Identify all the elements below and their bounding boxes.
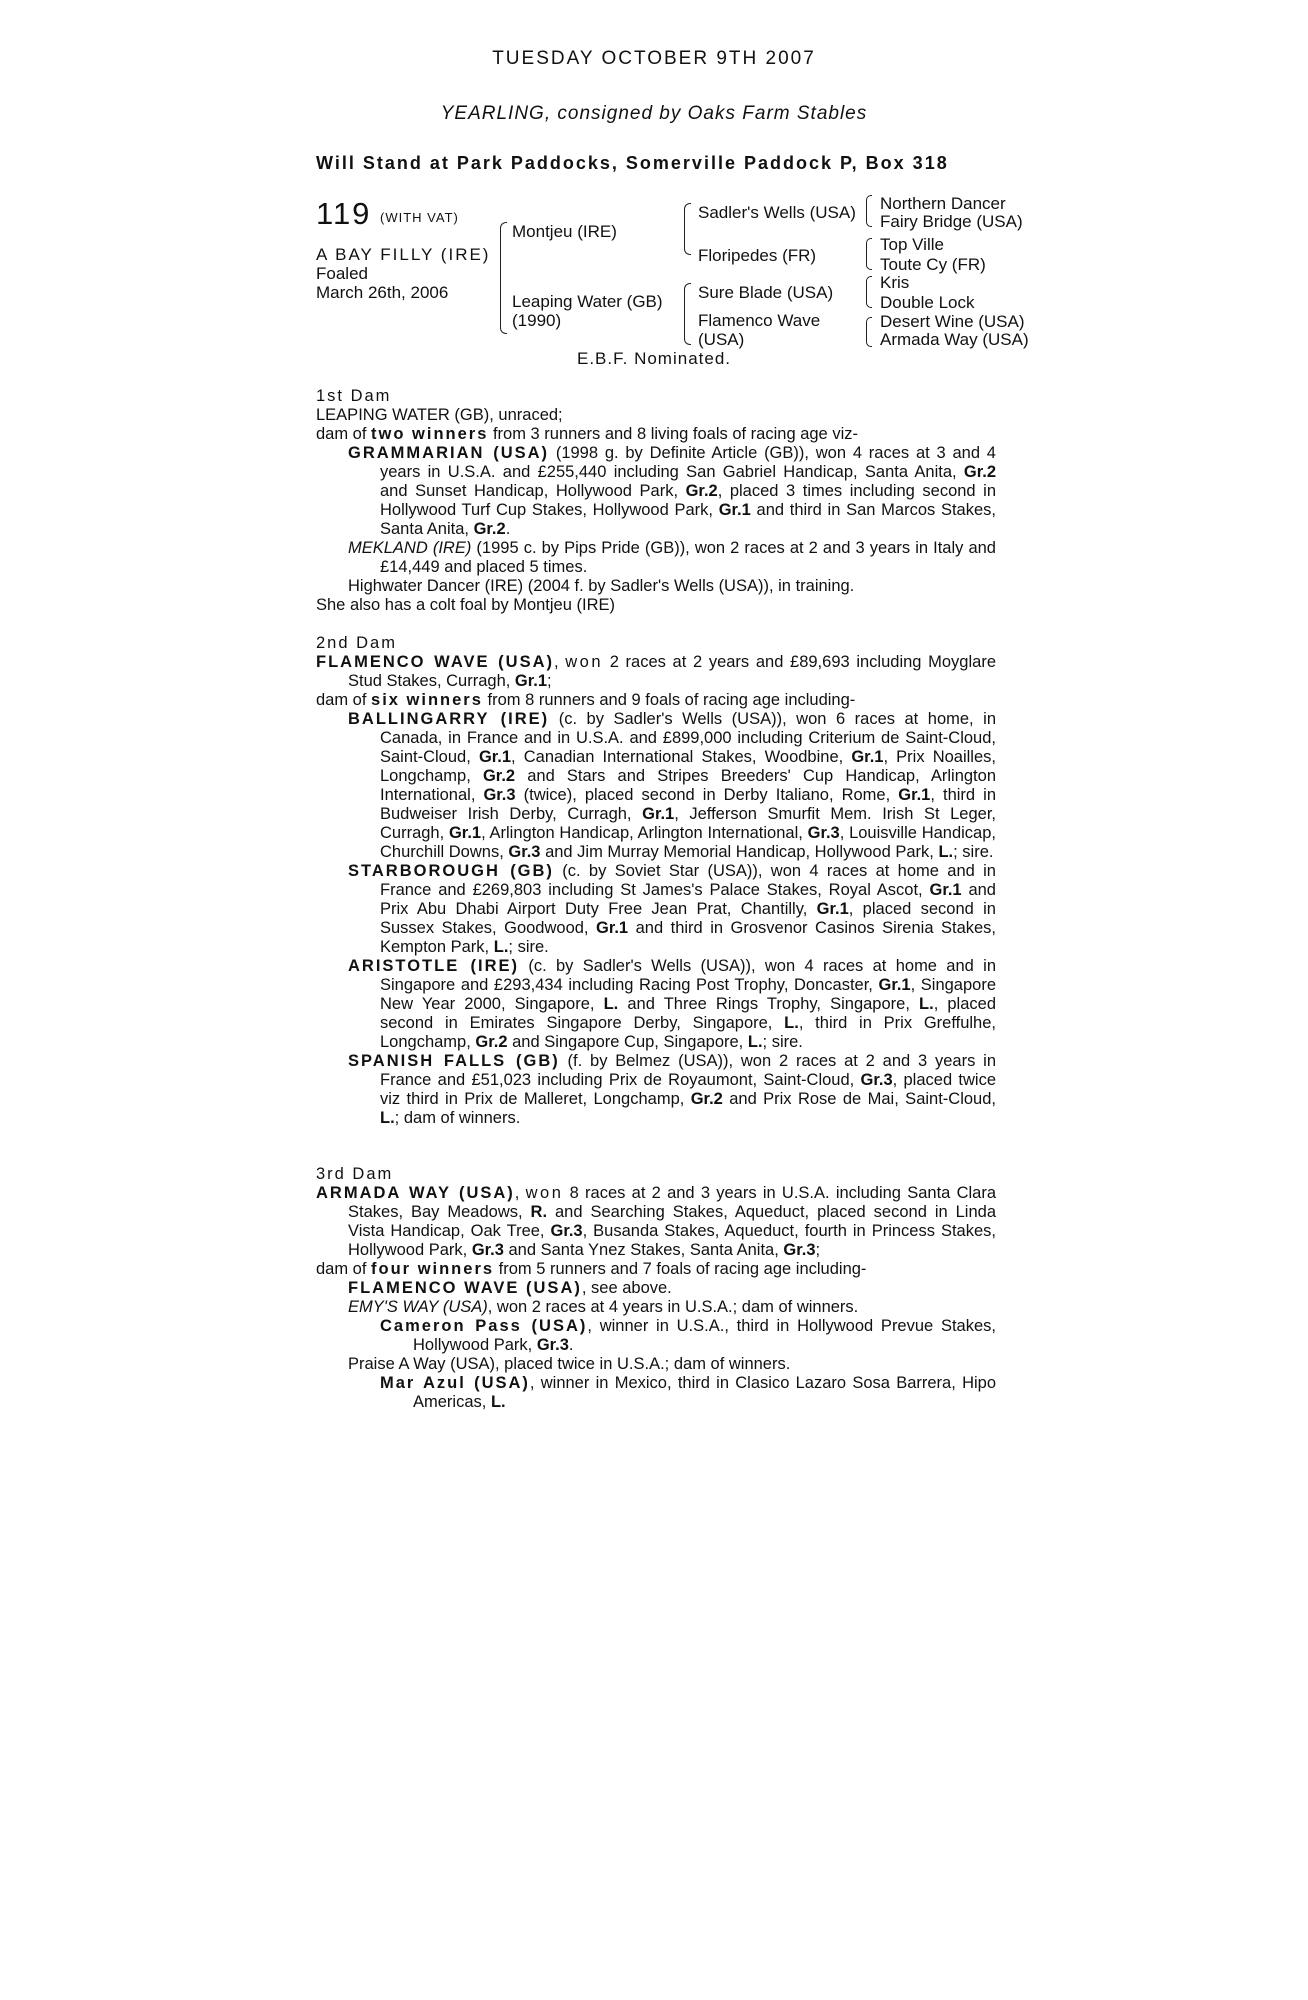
grade: Gr.1 [929, 881, 962, 899]
produce-name: Cameron Pass (USA) [380, 1317, 588, 1335]
produce-text: . [568, 1336, 574, 1354]
summary-text: from 3 runners and 8 living foals of racing age viz- [488, 425, 858, 443]
produce-text: (c. by Sadler's Wells (USA)), won 4 races at home and in Singapore and £293,434 including Racing Post Trophy, Doncaster, [380, 957, 997, 994]
summary-text: dam of [316, 691, 372, 709]
pedigree-dds: Desert Wine (USA) [880, 312, 1025, 331]
foaled-label: Foaled [316, 264, 368, 283]
produce-text: , Arlington Handicap, Arlington International, [481, 824, 808, 842]
produce-text: ; dam of winners. [394, 1109, 521, 1127]
grade: Gr.1 [478, 748, 512, 766]
grade: Gr.2 [475, 1033, 508, 1051]
intro-text: and Santa Ynez Stakes, Santa Anita, [503, 1241, 784, 1259]
grade: Gr.2 [473, 520, 506, 538]
second-dam-summary [316, 691, 996, 710]
grade: Gr.1 [514, 672, 548, 690]
produce-text: and Three Rings Trophy, Singapore, [618, 995, 920, 1013]
summary-text: dam of [316, 425, 372, 443]
grade: Gr.3 [536, 1336, 569, 1354]
grade: Gr.1 [816, 900, 849, 918]
produce-text: and Sunset Handicap, Hollywood Park, [380, 482, 686, 500]
produce-name: STARBOROUGH (GB) [348, 862, 554, 880]
produce-text: ; sire. [953, 843, 994, 861]
produce-name: MEKLAND (IRE) [348, 539, 472, 557]
produce-name: SPANISH FALLS (GB) [348, 1052, 560, 1070]
grade: Gr.2 [482, 767, 516, 785]
brace-dd [866, 317, 872, 347]
first-dam-intro: LEAPING WATER (GB), unraced; [316, 406, 563, 424]
grade: Gr.1 [878, 976, 911, 994]
grade: Gr.1 [851, 748, 884, 766]
colt-foal-note: She also has a colt foal by Montjeu (IRE) [316, 596, 615, 614]
produce-name: FLAMENCO WAVE (USA) [348, 1279, 582, 1297]
consignment-line: YEARLING, consigned by Oaks Farm Stables [440, 103, 868, 124]
listed: L. [938, 843, 954, 861]
brace-sire [684, 203, 691, 255]
dam-name: ARMADA WAY (USA) [316, 1184, 515, 1202]
produce-text: , Jefferson Smurfit Mem. Irish St Leger, Curragh, [380, 805, 996, 842]
produce-text: , placed 3 times including second in Hollywood Turf Cup Stakes, Hollywood Park, [380, 482, 996, 519]
third-dam-summary [316, 1260, 996, 1279]
produce-text: ; sire. [508, 938, 549, 956]
intro-text: ; [547, 672, 552, 690]
listed: L. [380, 1109, 395, 1127]
winners-count: four winners [371, 1260, 495, 1278]
winners-count: six winners [371, 691, 483, 709]
pedigree-sds: Top Ville [880, 235, 944, 254]
vat-note: (WITH VAT) [380, 210, 459, 225]
produce-text: , winner in U.S.A., third in Hollywood Prevue Stakes, Hollywood Park, [413, 1317, 996, 1354]
pedigree-dd: Flamenco Wave [698, 311, 821, 330]
grade: Gr.2 [685, 482, 718, 500]
produce-text: , winner in Mexico, third in Clasico Lazaro Sosa Barrera, Hipo Americas, [413, 1374, 996, 1411]
pedigree-dsd: Double Lock [880, 293, 975, 312]
produce-text: , Singapore New Year 2000, Singapore, [380, 976, 996, 1013]
pedigree-ds: Sure Blade (USA) [698, 283, 834, 302]
grade: Gr.3 [860, 1071, 893, 1089]
produce-text: , third in Budweiser Irish Derby, Curragh, [380, 786, 996, 823]
brace-ss [866, 195, 872, 227]
dam-name: FLAMENCO WAVE (USA) [316, 653, 555, 671]
produce-text: (1995 c. by Pips Pride (GB)), won 2 races at 2 and 3 years in Italy and £14,449 and placed 5 times. [380, 539, 996, 576]
grade: Gr.3 [508, 843, 541, 861]
grade: Gr.1 [596, 919, 629, 937]
pedigree-sire: Montjeu (IRE) [512, 222, 617, 241]
produce-entry [316, 444, 996, 539]
second-dam-section [316, 634, 996, 1128]
brace-main [500, 222, 507, 334]
summary-text: dam of [316, 1260, 372, 1278]
produce-text: (1998 g. by Definite Article (GB)), won 4 races at 3 and 4 years in U.S.A. and £255,440 including San Gabriel Handicap, Santa Anita, [380, 444, 996, 481]
summary-text: from 5 runners and 7 foals of racing age including- [494, 1260, 867, 1278]
produce-name: BALLINGARRY (IRE) [348, 710, 550, 728]
produce-text: , third in Prix Greffulhe, Longchamp, [380, 1014, 996, 1051]
intro-text: 2 races at 2 years and £89,693 including Moyglare Stud Stakes, Curragh, [348, 653, 996, 690]
produce-name: EMY'S WAY (USA) [348, 1298, 488, 1316]
produce-text: , Louisville Handicap, Churchill Downs, [380, 824, 996, 861]
produce-text: and Singapore Cup, Singapore, [507, 1033, 748, 1051]
grade: Gr.2 [963, 463, 996, 481]
sale-date: TUESDAY OCTOBER 9TH 2007 [492, 48, 816, 69]
lot-number: 119 [316, 196, 372, 231]
produce-text: , Canadian International Stakes, Woodbine, [511, 748, 852, 766]
intro-text: and Searching Stakes, Aqueduct, placed second in Linda Vista Handicap, Oak Tree, [348, 1203, 997, 1240]
produce-text: (c. by Sadler's Wells (USA)), won 6 races at home, in Canada, in France and in U.S.A. and £899,000 including Criterium de Saint-Cloud, Saint-Cloud, [380, 710, 997, 766]
grade: Gr.3 [807, 824, 840, 842]
winners-count: two winners [371, 425, 489, 443]
produce-name: ARISTOTLE (IRE) [348, 957, 520, 975]
listed: L. [919, 995, 934, 1013]
pedigree-ss: Sadler's Wells (USA) [698, 203, 856, 222]
brace-sd [866, 238, 872, 270]
produce-text: (f. by Belmez (USA)), won 2 races at 2 and 3 years in France and £51,023 including Prix de Royaumont, Saint-Cloud, [380, 1052, 996, 1089]
pedigree-sdd: Toute Cy (FR) [880, 255, 986, 274]
second-dam-heading: 2nd Dam [316, 634, 397, 652]
pedigree-sss: Northern Dancer [880, 194, 1006, 213]
first-dam-summary [316, 425, 996, 444]
pedigree-ssd: Fairy Bridge (USA) [880, 212, 1023, 231]
second-dam-intro [316, 653, 996, 691]
produce-text: ; sire. [762, 1033, 803, 1051]
restricted: R. [530, 1203, 548, 1221]
grade: Gr.3 [550, 1222, 583, 1240]
grade: Gr.3 [471, 1241, 504, 1259]
grade: Gr.3 [783, 1241, 816, 1259]
pedigree-sd: Floripedes (FR) [698, 246, 817, 265]
pedigree-dss: Kris [880, 273, 910, 292]
produce-entry [316, 1298, 996, 1317]
grade: Gr.1 [448, 824, 482, 842]
intro-text: ; [815, 1241, 821, 1259]
won-word: won [565, 653, 604, 671]
won-word: won [525, 1184, 564, 1202]
grade: Gr.1 [642, 805, 675, 823]
listed: L. [784, 1014, 799, 1032]
grand-produce-entry [316, 1374, 996, 1412]
pedigree-ddd: Armada Way (USA) [880, 330, 1029, 349]
produce-text: . [505, 520, 511, 538]
intro-text: , Busanda Stakes, Aqueduct, fourth in Princess Stakes, Hollywood Park, [348, 1222, 996, 1259]
intro-text: , [514, 1184, 526, 1202]
third-dam-heading: 3rd Dam [316, 1165, 394, 1183]
produce-text: and Stars and Stripes Breeders' Cup Handicap, Arlington International, [380, 767, 996, 804]
produce-entry [316, 862, 996, 957]
pedigree-dam-year: (1990) [512, 311, 562, 330]
produce-entry [316, 710, 996, 862]
produce-text: and third in San Marcos Stakes, Santa Anita, [380, 501, 996, 538]
foaled-date: March 26th, 2006 [316, 283, 449, 302]
produce-text: , placed twice viz third in Prix de Malleret, Longchamp, [380, 1071, 997, 1108]
listed: L. [493, 938, 509, 956]
horse-description: A BAY FILLY (IRE) [316, 245, 491, 264]
grade: Gr.1 [898, 786, 931, 804]
third-dam-intro [316, 1184, 996, 1260]
first-dam-section [316, 387, 996, 615]
listed: L. [747, 1033, 763, 1051]
produce-entry: Highwater Dancer (IRE) (2004 f. by Sadler's Wells (USA)), in training. [348, 577, 855, 595]
pedigree-dam: Leaping Water (GB) [512, 292, 663, 311]
produce-text: , placed second in Sussex Stakes, Goodwood, [380, 900, 996, 937]
brace-ds [866, 276, 872, 308]
listed: L. [603, 995, 619, 1013]
produce-entry: Praise A Way (USA), placed twice in U.S.A.; dam of winners. [348, 1355, 791, 1373]
produce-text: and Jim Murray Memorial Handicap, Hollywood Park, [540, 843, 939, 861]
grand-produce-entry [316, 1317, 996, 1355]
intro-text: 8 races at 2 and 3 years in U.S.A. including Santa Clara Stakes, Bay Meadows, [348, 1184, 996, 1221]
produce-text: and Prix Rose de Mai, Saint-Cloud, [722, 1090, 996, 1108]
ebf-nominated: E.B.F. Nominated. [577, 349, 732, 368]
stand-location: Will Stand at Park Paddocks, Somerville Paddock P, Box 318 [316, 153, 949, 173]
intro-text: , [554, 653, 566, 671]
produce-text: , Prix Noailles, Longchamp, [380, 748, 996, 785]
produce-name: GRAMMARIAN (USA) [348, 444, 550, 462]
produce-text: (twice), placed second in Derby Italiano, Rome, [515, 786, 899, 804]
third-dam-section [316, 1165, 996, 1412]
brace-dam [684, 283, 691, 345]
produce-text: , placed second in Emirates Singapore Derby, Singapore, [380, 995, 996, 1032]
produce-text: (c. by Soviet Star (USA)), won 4 races at home and in France and £269,803 including St James's Palace Stakes, Royal Ascot, [380, 862, 996, 899]
pedigree-dd-2: (USA) [698, 330, 745, 349]
produce-name: Mar Azul (USA) [380, 1374, 530, 1392]
produce-text: and Prix Abu Dhabi Airport Duty Free Jean Prat, Chantilly, [380, 881, 996, 918]
produce-text: and third in Grosvenor Casinos Sirenia Stakes, Kempton Park, [380, 919, 997, 956]
summary-text: from 8 runners and 9 foals of racing age including- [482, 691, 856, 709]
produce-entry [316, 1279, 996, 1298]
produce-entry [316, 539, 996, 577]
grade: Gr.3 [483, 786, 516, 804]
grade: Gr.2 [690, 1090, 723, 1108]
produce-text: , won 2 races at 4 years in U.S.A.; dam of winners. [487, 1298, 859, 1316]
produce-text: , see above. [581, 1279, 672, 1297]
grade: Gr.1 [718, 501, 751, 519]
produce-entry [316, 1052, 996, 1128]
produce-entry [316, 957, 996, 1052]
listed: L. [490, 1393, 506, 1411]
first-dam-heading: 1st Dam [316, 387, 392, 405]
